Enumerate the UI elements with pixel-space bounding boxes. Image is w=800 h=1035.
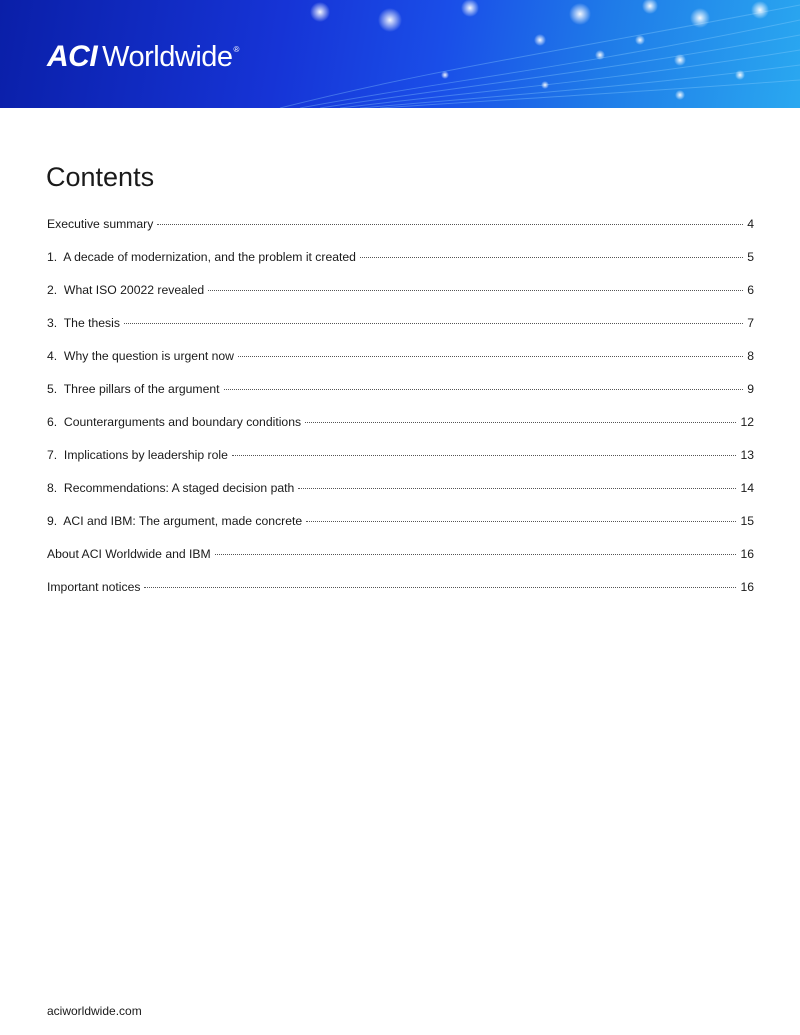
header-banner	[0, 0, 800, 108]
toc-entry-page-number: 16	[740, 580, 754, 594]
toc-entry-label: Executive summary	[47, 217, 154, 231]
toc-entry[interactable]	[47, 349, 754, 382]
toc-entry-label: About ACI Worldwide and IBM	[47, 547, 211, 561]
registered-mark: ®	[233, 45, 240, 54]
toc-entry-label: 5. Three pillars of the argument	[47, 382, 220, 396]
dot-leader	[124, 323, 743, 324]
toc-entry-label: 7. Implications by leadership role	[47, 448, 228, 462]
toc-entry-page-number: 5	[747, 250, 754, 264]
toc-entry[interactable]	[47, 316, 754, 349]
dot-leader	[238, 356, 743, 357]
page-title: Contents	[46, 162, 155, 192]
toc-entry-label: 2. What ISO 20022 revealed	[47, 283, 205, 297]
toc-entry-page-number: 14	[740, 481, 754, 495]
dot-leader	[208, 290, 743, 291]
toc-entry[interactable]	[47, 250, 754, 283]
footer-url[interactable]: aciworldwide.com	[47, 1004, 142, 1018]
toc-entry[interactable]	[47, 580, 754, 613]
toc-entry-label: 6. Counterarguments and boundary conditions	[47, 415, 302, 429]
toc-entry[interactable]	[47, 448, 754, 481]
dot-leader	[157, 224, 743, 225]
toc-entry-label: Important notices	[47, 580, 141, 594]
toc-entry-page-number: 4	[747, 217, 754, 231]
toc-entry-label: 4. Why the question is urgent now	[47, 349, 234, 363]
toc-entry[interactable]	[47, 217, 754, 250]
dot-leader	[215, 554, 737, 555]
dot-leader	[360, 257, 743, 258]
toc-entry-page-number: 13	[740, 448, 754, 462]
dot-leader	[306, 521, 736, 522]
toc-entry-page-number: 15	[740, 514, 754, 528]
toc-entry-label: 3. The thesis	[47, 316, 120, 330]
toc-entry[interactable]	[47, 382, 754, 415]
logo-wordmark: Worldwide	[102, 41, 233, 73]
dot-leader	[305, 422, 736, 423]
toc-entry[interactable]	[47, 415, 754, 448]
toc-entry-label: 9. ACI and IBM: The argument, made concrete	[47, 514, 303, 528]
toc-entry[interactable]	[47, 547, 754, 580]
dot-leader	[224, 389, 744, 390]
dot-leader	[298, 488, 736, 489]
table-of-contents	[47, 217, 754, 613]
toc-entry[interactable]	[47, 283, 754, 316]
toc-entry[interactable]	[47, 514, 754, 547]
toc-entry-label: 8. Recommendations: A staged decision path	[47, 481, 295, 495]
dot-leader	[144, 587, 736, 588]
toc-entry[interactable]	[47, 481, 754, 514]
dot-leader	[232, 455, 737, 456]
toc-entry-label: 1. A decade of modernization, and the problem it created	[47, 250, 356, 264]
logo-mark: ACI	[47, 40, 98, 73]
aci-worldwide-logo[interactable]	[47, 40, 239, 74]
toc-entry-page-number: 8	[747, 349, 754, 363]
toc-entry-page-number: 9	[747, 382, 754, 396]
toc-entry-page-number: 7	[747, 316, 754, 330]
toc-entry-page-number: 16	[740, 547, 754, 561]
toc-entry-page-number: 12	[740, 415, 754, 429]
toc-entry-page-number: 6	[747, 283, 754, 297]
